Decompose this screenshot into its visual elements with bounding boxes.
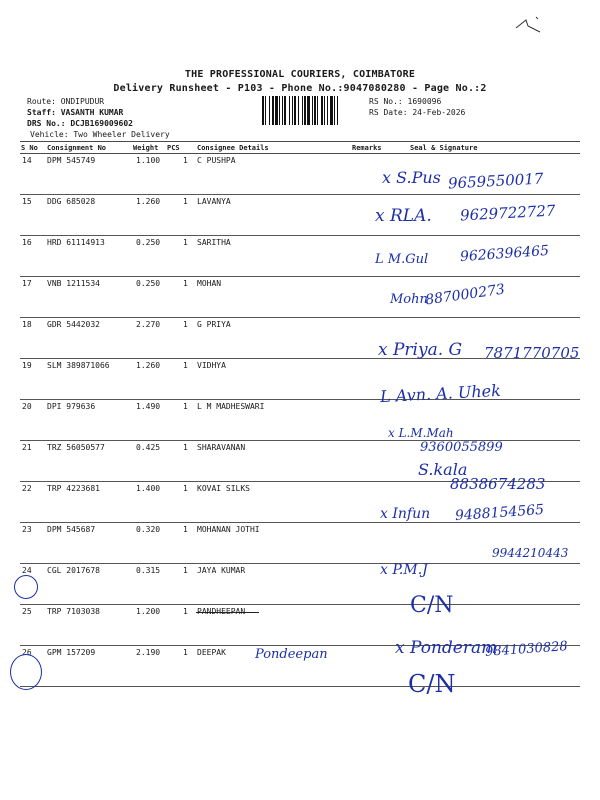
- row-weight: 1.100: [136, 156, 161, 165]
- phone-row-17: 887000273: [424, 281, 506, 309]
- table-row: [0, 400, 600, 441]
- row-consignment-no: CGL 2017678: [47, 566, 100, 575]
- route-line: Route: ONDIPUDUR: [27, 97, 105, 106]
- phone-row-16: 9626396465: [459, 242, 550, 266]
- row-pcs: 1: [183, 648, 188, 657]
- row-consignee: C PUSHPA: [197, 156, 236, 165]
- row-consignment-no: TRZ 56050577: [47, 443, 105, 452]
- table-row: [0, 564, 600, 605]
- row-sno: 19: [22, 361, 32, 370]
- signature-row-17: Mohn: [390, 292, 428, 307]
- phone-row-20: 9360055899: [420, 440, 503, 455]
- table-row: [0, 359, 600, 400]
- runsheet-subtitle: Delivery Runsheet - P103 - Phone No.:9047080280 - Page No.:2: [113, 83, 487, 94]
- signature-row-23: x P.M.J: [380, 562, 428, 578]
- handwritten-name-pondeepan: Pondeepan: [255, 647, 328, 662]
- row-pcs: 1: [183, 402, 188, 411]
- row-weight: 1.400: [136, 484, 161, 493]
- row-consignee: G PRIYA: [197, 320, 231, 329]
- row-consignee: L M MADHESWARI: [197, 402, 265, 411]
- col-consignment: Consignment No: [47, 144, 107, 152]
- signature-row-16: L M.Gul: [375, 252, 429, 267]
- table-row: [0, 605, 600, 646]
- row-pcs: 1: [183, 238, 188, 247]
- row-sno: 14: [22, 156, 32, 165]
- rs-no-line: RS No.: 1690096: [369, 97, 442, 106]
- row-weight: 0.250: [136, 279, 161, 288]
- row-consignment-no: DPM 545749: [47, 156, 96, 165]
- strikethrough-mark: [196, 612, 259, 613]
- row-weight: 1.200: [136, 607, 161, 616]
- row-sno: 16: [22, 238, 32, 247]
- row-consignee: KOVAI SILKS: [197, 484, 250, 493]
- row-sno: 20: [22, 402, 32, 411]
- row-consignment-no: DDG 685028: [47, 197, 96, 206]
- signature-row-22: x Infun: [380, 506, 431, 522]
- row-weight: 0.425: [136, 443, 161, 452]
- row-consignee: PANDHEEPAN: [197, 607, 246, 616]
- row-pcs: 1: [183, 525, 188, 534]
- cn-mark-row-24: C/N: [410, 593, 454, 618]
- circle-mark-row-24: [14, 575, 38, 599]
- staff-line: Staff: VASANTH KUMAR: [27, 108, 124, 117]
- row-consignment-no: DPI 979636: [47, 402, 96, 411]
- phone-row-23: 9944210443: [492, 546, 569, 560]
- row-weight: 1.260: [136, 361, 161, 370]
- row-sno: 18: [22, 320, 32, 329]
- row-consignee: SARITHA: [197, 238, 231, 247]
- phone-row-21: 8838674283: [450, 475, 546, 493]
- row-separator: [20, 686, 580, 687]
- barcode: [262, 96, 366, 125]
- header-top-rule: [20, 141, 580, 142]
- row-consignee: MOHANAN JOTHI: [197, 525, 260, 534]
- row-weight: 2.270: [136, 320, 161, 329]
- row-weight: 1.490: [136, 402, 161, 411]
- row-sno: 25: [22, 607, 32, 616]
- row-consignee: DEEPAK: [197, 648, 226, 657]
- rs-no-value: 1690096: [407, 97, 442, 106]
- col-remarks: Remarks: [352, 144, 382, 152]
- row-pcs: 1: [183, 361, 188, 370]
- table-row: [0, 277, 600, 318]
- signature-row-14: x S.Pus: [382, 168, 441, 187]
- row-pcs: 1: [183, 320, 188, 329]
- row-consignment-no: GPM 157209: [47, 648, 96, 657]
- col-consignee: Consignee Details: [197, 144, 269, 152]
- row-pcs: 1: [183, 484, 188, 493]
- drs-line: DRS No.: DCJB169009602: [27, 119, 133, 128]
- row-pcs: 1: [183, 443, 188, 452]
- signature-row-15: x RLA.: [375, 206, 432, 226]
- row-weight: 1.260: [136, 197, 161, 206]
- col-sno: S No: [21, 144, 38, 152]
- cn-mark-row-26: C/N: [408, 670, 456, 698]
- staff-value: VASANTH KUMAR: [60, 108, 124, 117]
- phone-row-15: 9629722727: [459, 201, 556, 225]
- phone-row-14: 9659550017: [447, 169, 544, 193]
- row-pcs: 1: [183, 607, 188, 616]
- row-pcs: 1: [183, 566, 188, 575]
- row-consignment-no: DPM 545687: [47, 525, 96, 534]
- rs-date-value: 24-Feb-2026: [412, 108, 466, 117]
- route-value: ONDIPUDUR: [60, 97, 105, 106]
- row-pcs: 1: [183, 279, 188, 288]
- row-consignment-no: GDR 5442032: [47, 320, 100, 329]
- row-sno: 21: [22, 443, 32, 452]
- drs-value: DCJB169009602: [70, 119, 133, 128]
- signature-row-20: x L.M.Mah: [388, 426, 454, 440]
- row-weight: 0.250: [136, 238, 161, 247]
- row-consignee: LAVANYA: [197, 197, 231, 206]
- row-weight: 0.315: [136, 566, 161, 575]
- row-sno: 22: [22, 484, 32, 493]
- row-consignee: MOHAN: [197, 279, 222, 288]
- row-consignment-no: HRD 61114913: [47, 238, 105, 247]
- row-consignment-no: SLM 389871066: [47, 361, 110, 370]
- row-sno: 15: [22, 197, 32, 206]
- row-sno: 17: [22, 279, 32, 288]
- signature-row-21: S.kala: [418, 460, 468, 479]
- vehicle-line: Vehicle: Two Wheeler Delivery: [30, 130, 170, 139]
- col-pcs: PCS: [167, 144, 180, 152]
- row-consignment-no: VNB 1211534: [47, 279, 100, 288]
- row-consignee: VIDHYA: [197, 361, 226, 370]
- row-pcs: 1: [183, 197, 188, 206]
- row-sno: 23: [22, 525, 32, 534]
- rs-date-line: RS Date: 24-Feb-2026: [369, 108, 466, 117]
- row-pcs: 1: [183, 156, 188, 165]
- signature-row-25: x Ponderam: [395, 638, 498, 658]
- company-title: THE PROFESSIONAL COURIERS, COIMBATORE: [184, 69, 416, 80]
- row-consignee: SHARAVANAN: [197, 443, 246, 452]
- col-seal-signature: Seal & Signature: [410, 144, 478, 152]
- phone-row-22: 9488154565: [454, 501, 545, 525]
- phone-row-18: 7871770705: [484, 344, 580, 362]
- corner-pen-mark: [514, 14, 544, 36]
- vehicle-value: Two Wheeler Delivery: [73, 130, 170, 139]
- row-consignment-no: TRP 7103038: [47, 607, 100, 616]
- col-weight: Weight: [133, 144, 159, 152]
- signature-row-18: x Priya. G: [378, 340, 463, 360]
- row-consignment-no: TRP 4223681: [47, 484, 100, 493]
- signature-row-19: L Avn. A. Uhek: [379, 380, 502, 407]
- row-consignee: JAYA KUMAR: [197, 566, 246, 575]
- phone-row-25: 9841030828: [484, 639, 569, 660]
- row-weight: 2.190: [136, 648, 161, 657]
- circle-mark-row-26: [10, 654, 42, 690]
- row-weight: 0.320: [136, 525, 161, 534]
- row-sno: 26: [22, 648, 32, 657]
- row-sno: 24: [22, 566, 32, 575]
